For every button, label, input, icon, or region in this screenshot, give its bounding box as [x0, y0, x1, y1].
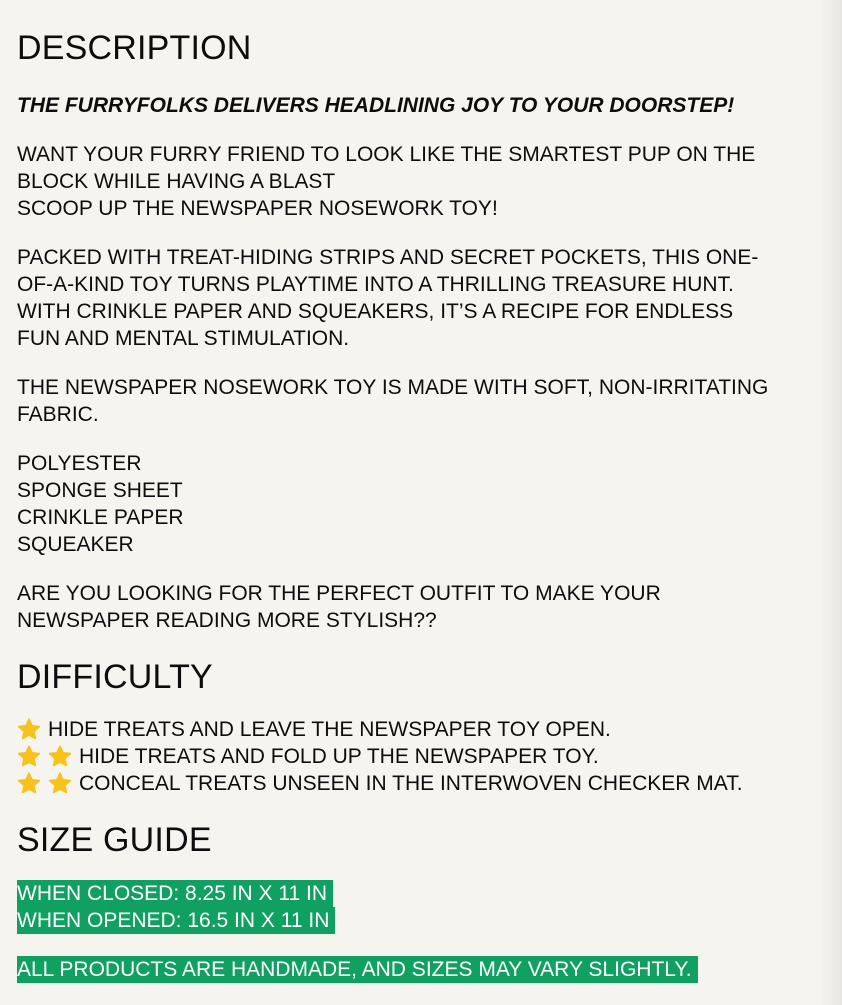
difficulty-heading: DIFFICULTY: [17, 658, 213, 696]
description-tagline: THE FURRYFOLKS DELIVERS HEADLINING JOY TO YOUR DOORSTEP!: [17, 94, 735, 117]
text-line: FABRIC.: [17, 403, 99, 426]
text-line: OF-A-KIND TOY TURNS PLAYTIME INTO A THRILLING TREASURE HUNT.: [17, 273, 734, 296]
size-closed-highlight: WHEN CLOSED: 8.25 IN X 11 IN: [17, 880, 333, 907]
star-icon: [17, 718, 43, 742]
materials-list: [17, 450, 817, 558]
size-dimensions: [17, 880, 817, 934]
text-line: SCOOP UP THE NEWSPAPER NOSEWORK TOY!: [17, 197, 498, 220]
difficulty-text: HIDE TREATS AND LEAVE THE NEWSPAPER TOY OPEN.: [48, 718, 611, 741]
difficulty-level-3: [17, 770, 817, 797]
text-line: PACKED WITH TREAT-HIDING STRIPS AND SECRET POCKETS, THIS ONE-: [17, 246, 759, 269]
description-closing: [17, 580, 817, 634]
product-description-panel: [17, 27, 817, 983]
difficulty-level-2: [17, 743, 817, 770]
size-opened-highlight: WHEN OPENED: 16.5 IN X 11 IN: [17, 907, 335, 934]
difficulty-list: [17, 716, 817, 797]
star-icon: [48, 772, 74, 796]
size-note: [17, 956, 817, 983]
text-line: BLOCK WHILE HAVING A BLAST: [17, 170, 336, 193]
difficulty-text: CONCEAL TREATS UNSEEN IN THE INTERWOVEN CHECKER MAT.: [79, 772, 743, 795]
description-paragraph-fabric: [17, 374, 817, 428]
text-line: ARE YOU LOOKING FOR THE PERFECT OUTFIT TO MAKE YOUR: [17, 582, 661, 605]
star-icon: [17, 745, 43, 769]
star-icon: [17, 772, 43, 796]
difficulty-text: HIDE TREATS AND FOLD UP THE NEWSPAPER TOY.: [79, 745, 599, 768]
text-line: WITH CRINKLE PAPER AND SQUEAKERS, IT’S A RECIPE FOR ENDLESS: [17, 300, 734, 323]
description-paragraph-features: [17, 244, 817, 352]
description-paragraph-intro: [17, 141, 817, 222]
material-item: SPONGE SHEET: [17, 479, 183, 502]
material-item: SQUEAKER: [17, 533, 134, 556]
page-edge-shadow: [820, 0, 842, 1005]
difficulty-level-1: [17, 716, 817, 743]
text-line: NEWSPAPER READING MORE STYLISH??: [17, 609, 437, 632]
material-item: POLYESTER: [17, 452, 142, 475]
description-heading: DESCRIPTION: [17, 29, 252, 67]
text-line: WANT YOUR FURRY FRIEND TO LOOK LIKE THE SMARTEST PUP ON THE: [17, 143, 756, 166]
material-item: CRINKLE PAPER: [17, 506, 184, 529]
text-line: FUN AND MENTAL STIMULATION.: [17, 327, 350, 350]
text-line: THE NEWSPAPER NOSEWORK TOY IS MADE WITH SOFT, NON-IRRITATING: [17, 376, 769, 399]
size-guide-heading: SIZE GUIDE: [17, 821, 212, 859]
size-note-highlight: ALL PRODUCTS ARE HANDMADE, AND SIZES MAY VARY SLIGHTLY.: [17, 956, 698, 983]
star-icon: [48, 745, 74, 769]
